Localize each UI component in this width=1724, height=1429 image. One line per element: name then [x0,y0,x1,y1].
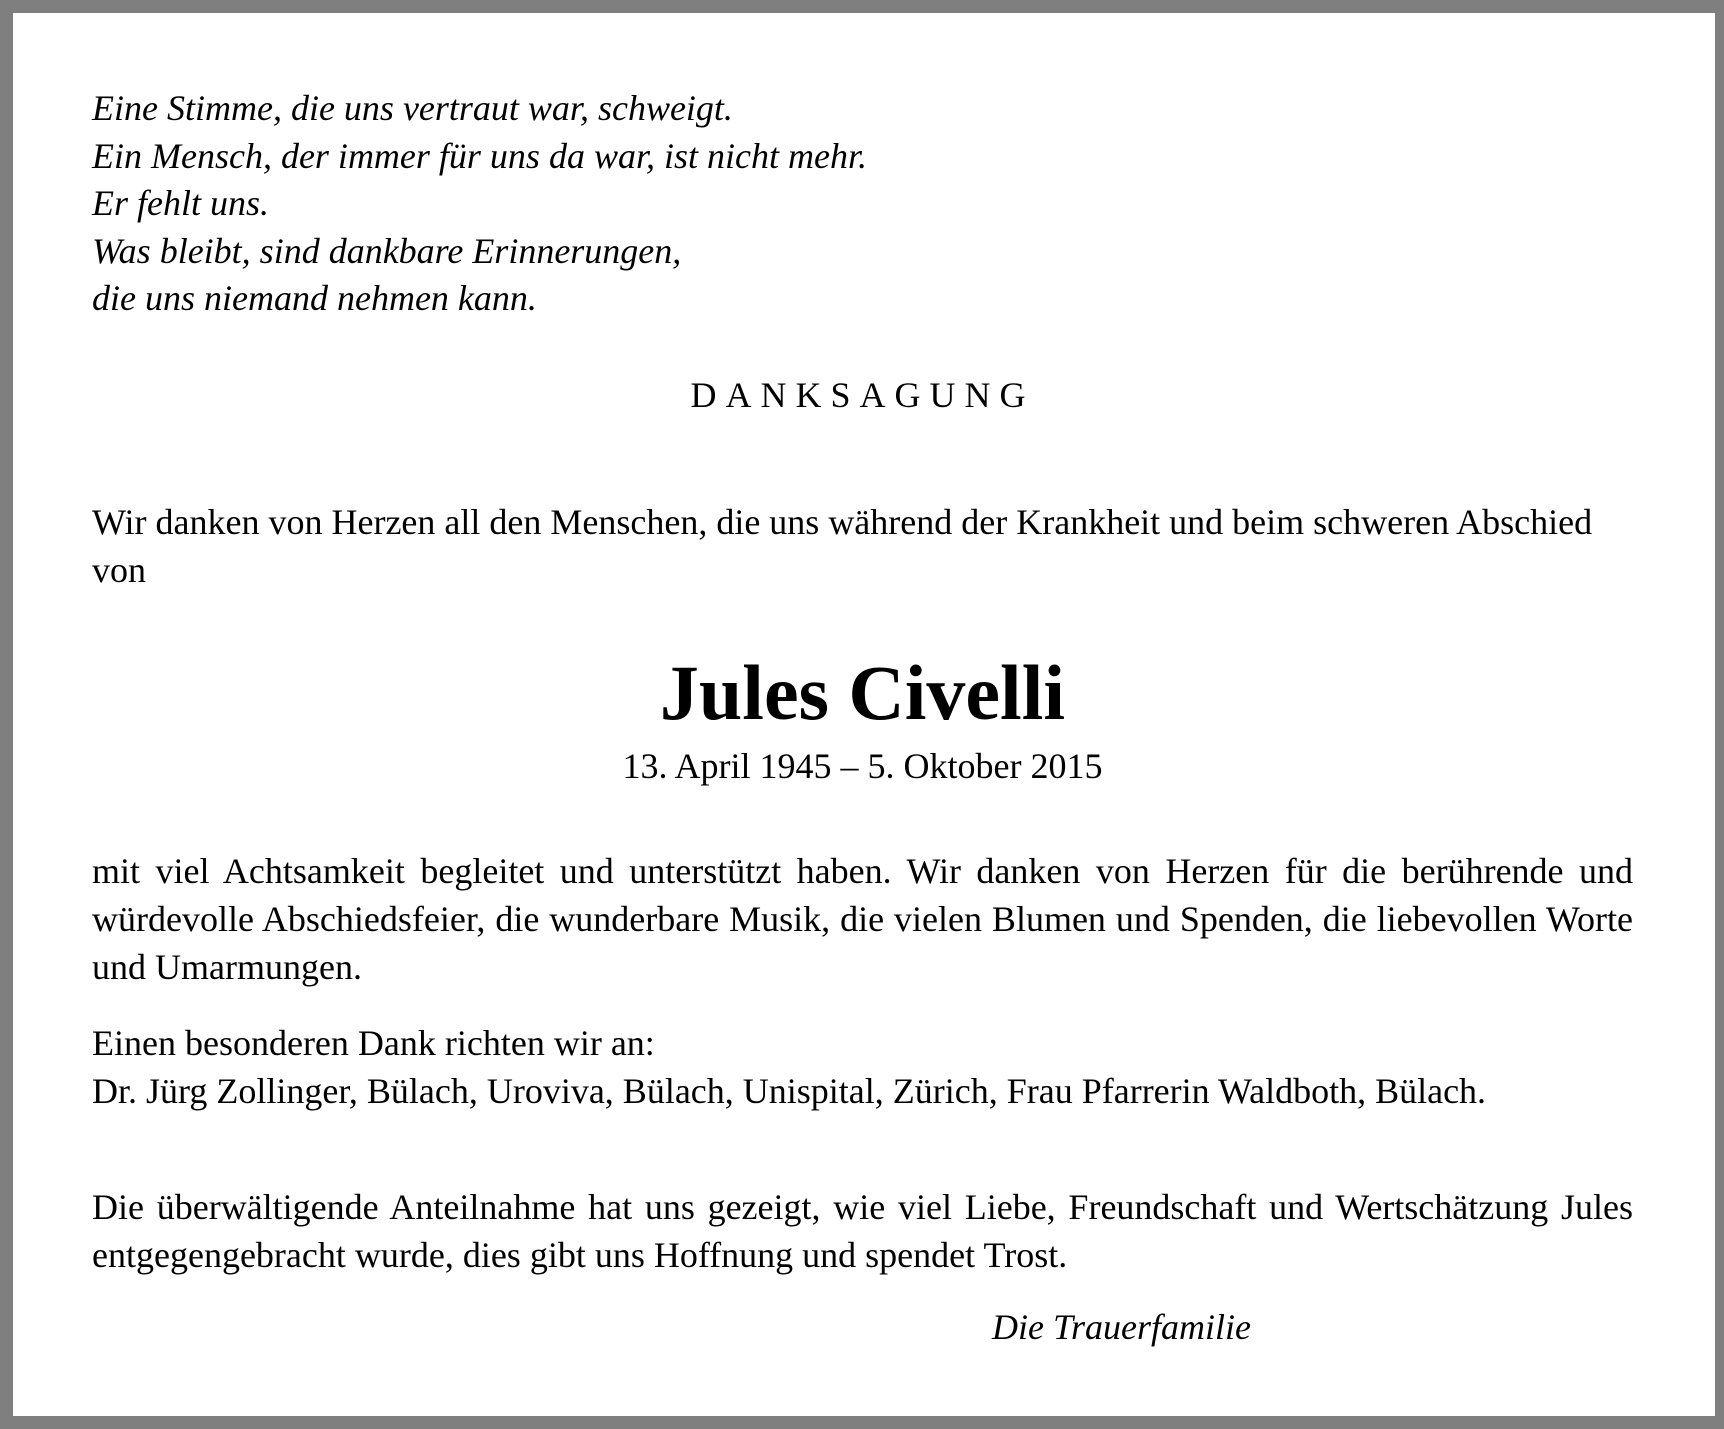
poem-line: die uns niemand nehmen kann. [92,278,537,318]
poem-line: Er fehlt uns. [92,183,269,223]
signature: Die Trauerfamilie [992,1307,1251,1347]
special-thanks-names: Dr. Jürg Zollinger, Bülach, Uroviva, Bülach, Unispital, Zürich, Frau Pfarrerin Waldboth, Bülach. [92,1071,1487,1111]
closing-paragraph: Die überwältigende Anteilnahme hat uns gezeigt, wie viel Liebe, Freundschaft und Wertschätzung Jules entgegengebracht wurde, dies gibt uns Hoffnung und spendet Trost. [92,1187,1633,1275]
poem-line: Was bleibt, sind dankbare Erinnerungen, [92,230,682,271]
poem [92,85,867,323]
thanks-paragraph: mit viel Achtsamkeit begleitet und unterstützt haben. Wir danken von Herzen für die berührende und würdevolle Abschiedsfeier, die wunderbare Musik, die vielen Blumen und Spenden, die liebevollen Worte und Umarmungen. [92,851,1633,987]
notice-heading: DANKSAGUNG [690,375,1035,415]
deceased-dates: 13. April 1945 – 5. Oktober 2015 [622,746,1103,786]
deceased-name: Jules Civelli [659,649,1066,736]
intro-text: Wir danken von Herzen all den Menschen, die uns während der Krankheit und beim schweren Abschied von [92,502,1593,590]
obituary-page [13,13,1715,1416]
special-thanks-paragraph [92,1019,1633,1115]
poem-line: Eine Stimme, die uns vertraut war, schweigt. [92,88,733,128]
special-thanks-intro: Einen besonderen Dank richten wir an: [92,1023,655,1063]
poem-line: Ein Mensch, der immer für uns da war, ist nicht mehr. [92,135,867,176]
